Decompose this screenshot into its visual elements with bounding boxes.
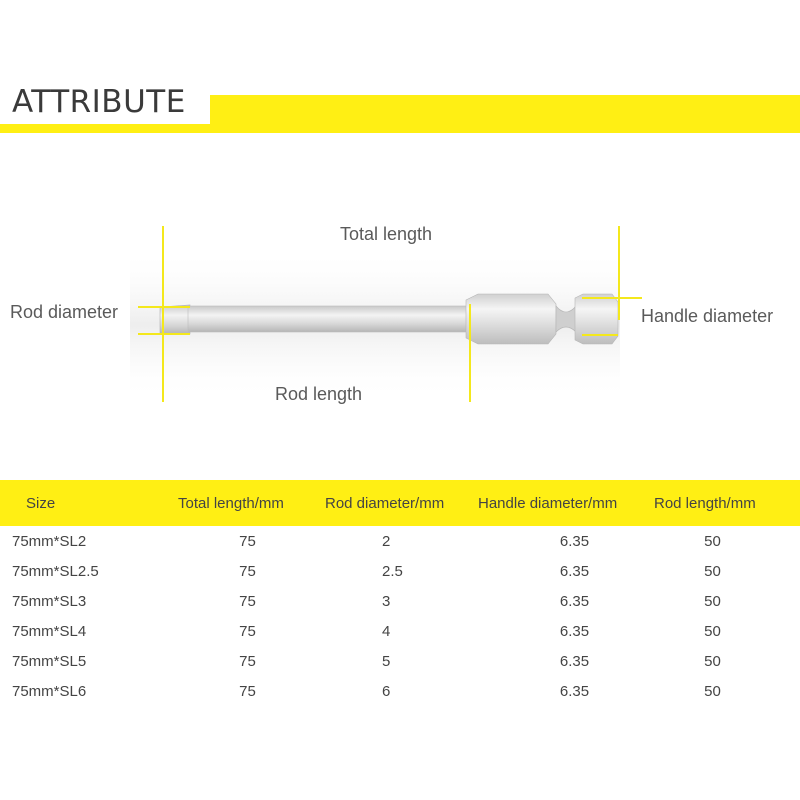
cell-total-length: 75: [239, 532, 256, 550]
handle-diameter-top-line: [582, 297, 642, 299]
header-handle-diameter: Handle diameter/mm: [478, 494, 618, 512]
table-row: [0, 646, 800, 676]
cell-rod-length: 50: [704, 652, 721, 670]
blade-tip: [160, 305, 190, 334]
rod-diameter-label: Rod diameter: [10, 302, 119, 322]
cell-size: 75mm*SL2.5: [12, 562, 99, 580]
hex-end: [575, 294, 618, 344]
table-row: [0, 586, 800, 616]
cell-size: 75mm*SL6: [12, 682, 87, 700]
handle-diameter-label: Handle diameter: [641, 306, 774, 326]
cell-size: 75mm*SL5: [12, 652, 87, 670]
cell-total-length: 75: [239, 652, 256, 670]
dimension-diagram: [0, 210, 800, 420]
cell-total-length: 75: [239, 592, 256, 610]
rod-diameter-top-line: [138, 306, 190, 308]
cell-handle-diameter: 6.35: [559, 562, 590, 580]
table-row: [0, 676, 800, 706]
cell-size: 75mm*SL3: [12, 592, 87, 610]
cell-total-length: 75: [239, 562, 256, 580]
table-row: [0, 526, 800, 556]
cell-total-length: 75: [239, 682, 256, 700]
header-rod-diameter: Rod diameter/mm: [325, 494, 445, 512]
cell-handle-diameter: 6.35: [559, 682, 590, 700]
rod-length-label: Rod length: [275, 384, 363, 404]
bit-shaft: [188, 306, 468, 332]
table-row: [0, 556, 800, 586]
header-rod-length: Rod length/mm: [654, 494, 756, 512]
rod-diameter-bottom-line: [138, 333, 190, 335]
handle-diameter-bottom-line: [582, 334, 618, 336]
cell-size: 75mm*SL2: [12, 532, 87, 550]
page-title: ATTRIBUTE: [0, 80, 210, 124]
cell-handle-diameter: 6.35: [559, 532, 590, 550]
header-size: Size: [26, 494, 56, 512]
cell-size: 75mm*SL4: [12, 622, 87, 640]
cell-handle-diameter: 6.35: [559, 652, 590, 670]
table-row: [0, 616, 800, 646]
cell-rod-length: 50: [704, 592, 721, 610]
cell-rod-diameter: 3: [382, 592, 391, 610]
cell-rod-length: 50: [704, 622, 721, 640]
cell-handle-diameter: 6.35: [559, 622, 590, 640]
right-guide-line: [618, 226, 620, 320]
table-header: [0, 480, 800, 526]
cell-total-length: 75: [239, 622, 256, 640]
cell-rod-diameter: 5: [382, 652, 391, 670]
left-guide-line: [162, 226, 164, 402]
cell-rod-length: 50: [704, 562, 721, 580]
cell-handle-diameter: 6.35: [559, 592, 590, 610]
cell-rod-diameter: 6: [382, 682, 391, 700]
spec-table: [0, 480, 800, 706]
hex-section: [466, 294, 556, 344]
rod-end-guide-line: [469, 304, 471, 402]
total-length-label: Total length: [340, 224, 433, 244]
header-total-length: Total length/mm: [178, 494, 284, 512]
cell-rod-diameter: 2: [382, 532, 391, 550]
cell-rod-length: 50: [704, 532, 721, 550]
cell-rod-diameter: 2.5: [382, 562, 403, 580]
cell-rod-diameter: 4: [382, 622, 391, 640]
cell-rod-length: 50: [704, 682, 721, 700]
